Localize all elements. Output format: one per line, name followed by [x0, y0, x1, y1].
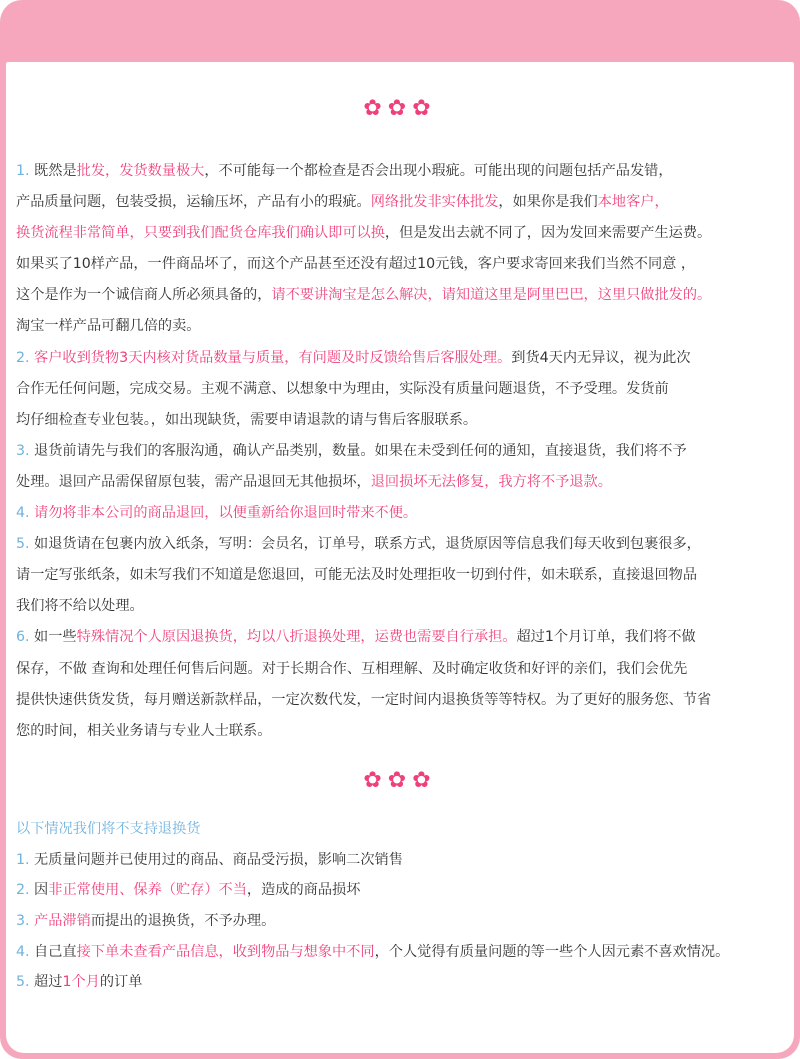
text-segment: 保存，不做 查询和处理任何售后问题。对于长期合作、互相理解、及时确定收货和好评的亲们，我们会优先: [16, 660, 688, 677]
list-number: 4.: [16, 943, 35, 960]
text-line: [16, 814, 788, 845]
text-segment: 提供快速供货发货，每月赠送新款样品，一定次数代发，一定时间内退换货等等特权。为了更好的服务您、节省: [16, 691, 712, 708]
content-panel: [6, 62, 794, 1053]
text-line: [16, 875, 788, 906]
highlight-text: 接下单未查看产品信息，收到物品与想象中不同: [76, 943, 375, 960]
text-line: [16, 906, 788, 937]
text-segment: 请一定写张纸条，如未写我们不知道是您退回，可能无法及时处理拒收一切到付件，如未联系，直接退回物品: [16, 567, 698, 584]
text-segment: 合作无任何问题，完成交易。主观不满意、以想象中为理由，实际没有质量问题退货，不予受理。发货前: [16, 380, 669, 397]
return-policy-section: [16, 156, 788, 747]
text-segment: ，但是发出去就不同了，因为发回来需要产生运费。: [384, 225, 712, 242]
text-line: [16, 937, 788, 968]
highlight-text: 请勿将非本公司的商品退回，以便重新给你退回时带来不便。: [34, 505, 418, 522]
text-segment: 无质量问题并已使用过的商品、商品受污损，影响二次销售: [34, 851, 403, 868]
text-segment: 您的时间，相关业务请与专业人士联系。: [16, 722, 272, 739]
highlight-text: 请不要讲淘宝是怎么解决，请知道这里是阿里巴巴，这里只做批发的。: [271, 287, 712, 304]
text-segment: 我们将不给以处理。: [16, 598, 144, 615]
highlight-text: 网络批发非实体批发: [370, 194, 499, 211]
text-segment: 而提出的退换货，不予办理。: [90, 913, 276, 930]
text-segment: 均仔细检查专业包装。，如出现缺货，需要申请退款的请与售后客服联系。: [16, 411, 478, 428]
text-segment: 因: [34, 882, 49, 899]
text-segment: 的订单: [99, 974, 143, 991]
text-segment: 如一些: [34, 629, 77, 646]
list-number: 1.: [16, 163, 35, 179]
list-number: 5.: [16, 536, 35, 553]
list-number: 2.: [16, 349, 35, 366]
list-number: 3.: [16, 442, 35, 459]
text-line: [16, 436, 788, 467]
flower-divider-middle-icon: ✿✿✿: [363, 768, 437, 793]
text-line: [16, 187, 788, 218]
list-number: 4.: [16, 505, 35, 522]
text-line: [16, 685, 788, 716]
list-number: 2.: [16, 882, 35, 899]
highlight-text: 客户收到货物3天内核对货品数量与质量，有问题及时反馈给售后客服处理。: [34, 349, 512, 366]
text-segment: ，不可能每一个都检查是否会出现小瑕疵。可能出现的问题包括产品发错，: [204, 163, 673, 179]
text-line: [16, 529, 788, 560]
text-segment: 淘宝一样产品可翻几倍的卖。: [16, 318, 201, 335]
highlight-text: 批发，发货数量极大: [76, 163, 205, 179]
flower-divider-top-icon: ✿✿✿: [363, 96, 437, 121]
list-number: 5.: [16, 974, 35, 991]
text-line: [16, 467, 788, 498]
highlight-text: 本地客户，: [597, 194, 669, 211]
text-segment: 超过: [34, 974, 63, 991]
text-line: [16, 967, 788, 998]
text-segment: 到货4天内无异议，视为此次: [511, 349, 691, 366]
text-segment: ，造成的商品损坏: [246, 882, 361, 899]
text-segment: 退货前请先与我们的客服沟通，确认产品类别，数量。如果在未受到任何的通知，直接退货，我们将不予: [34, 442, 687, 459]
no-return-conditions-section: [16, 814, 788, 998]
text-line: [16, 622, 788, 653]
text-segment: 以下情况我们将不支持退换货: [16, 821, 201, 837]
highlight-text: 非正常使用、保养（贮存）不当: [48, 882, 247, 899]
text-segment: 处理。退回产品需保留原包装，需产品退回无其他损坏，: [16, 473, 371, 490]
text-segment: ，个人觉得有质量问题的等一些个人因元素不喜欢情况。: [374, 943, 730, 960]
text-line: [16, 560, 788, 591]
text-line: [16, 498, 788, 529]
text-line: [16, 280, 788, 311]
text-line: [16, 311, 788, 342]
text-line: [16, 716, 788, 747]
text-line: [16, 845, 788, 876]
text-segment: ，如果你是我们: [498, 194, 598, 211]
text-segment: 既然是: [34, 163, 77, 179]
list-number: 3.: [16, 913, 35, 930]
highlight-text: 1个月: [62, 974, 100, 991]
list-number: 1.: [16, 851, 35, 868]
text-line: [16, 249, 788, 280]
text-segment: 超过1个月订单，我们将不做: [516, 629, 696, 646]
text-segment: 自己直: [34, 943, 77, 960]
text-line: [16, 654, 788, 685]
text-line: [16, 405, 788, 436]
highlight-text: 换货流程非常简单，只要到我们配货仓库我们确认即可以换: [16, 225, 385, 242]
text-line: [16, 343, 788, 374]
text-line: [16, 591, 788, 622]
text-segment: 如果买了10样产品，一件商品坏了，而这个产品甚至还没有超过10元钱，客户要求寄回来我们当然不同意 ，: [16, 256, 696, 273]
text-line: [16, 218, 788, 249]
text-segment: 如退货请在包裹内放入纸条，写明：会员名，订单号，联系方式，退货原因等信息我们每天收到包裹很多，: [34, 536, 701, 553]
list-number: 6.: [16, 629, 35, 646]
text-line: [16, 156, 788, 187]
text-segment: 产品质量问题，包装受损，运输压坏，产品有小的瑕疵。: [16, 194, 371, 211]
highlight-text: 特殊情况个人原因退换货，均以八折退换处理，运费也需要自行承担。: [76, 629, 517, 646]
highlight-text: 产品滞销: [34, 913, 91, 930]
highlight-text: 退回损坏无法修复，我方将不予退款。: [370, 473, 612, 490]
text-segment: 这个是作为一个诚信商人所必须具备的，: [16, 287, 272, 304]
text-line: [16, 374, 788, 405]
